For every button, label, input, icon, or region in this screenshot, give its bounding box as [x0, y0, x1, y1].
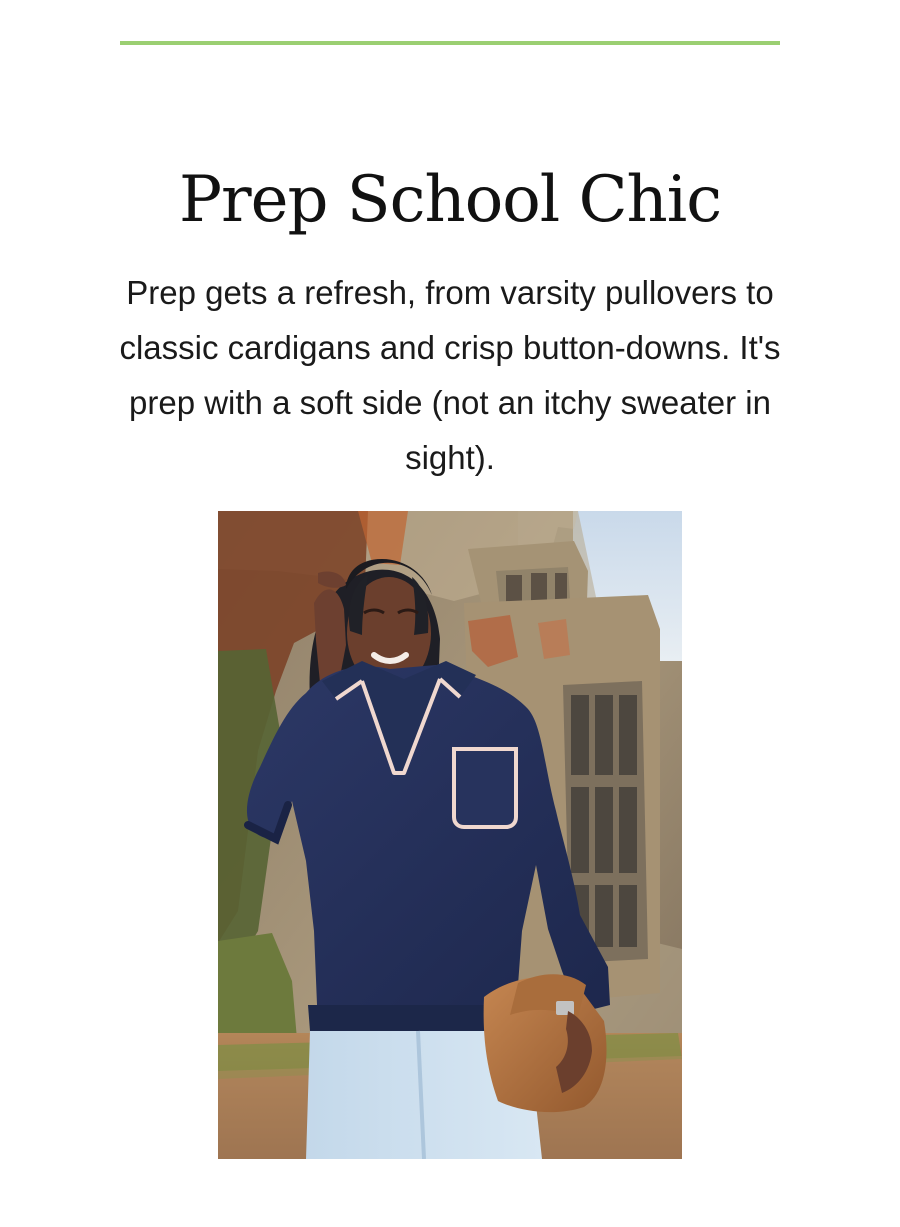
- fashion-photo-illustration: [218, 511, 682, 1159]
- section-description: Prep gets a refresh, from varsity pullovers to classic cardigans and crisp button-downs. It's prep with a soft side (not an itchy sweater in sight).: [119, 274, 781, 476]
- fashion-photo[interactable]: [218, 511, 682, 1159]
- section-divider: [120, 41, 780, 45]
- section-title: Prep School Chic: [178, 162, 722, 237]
